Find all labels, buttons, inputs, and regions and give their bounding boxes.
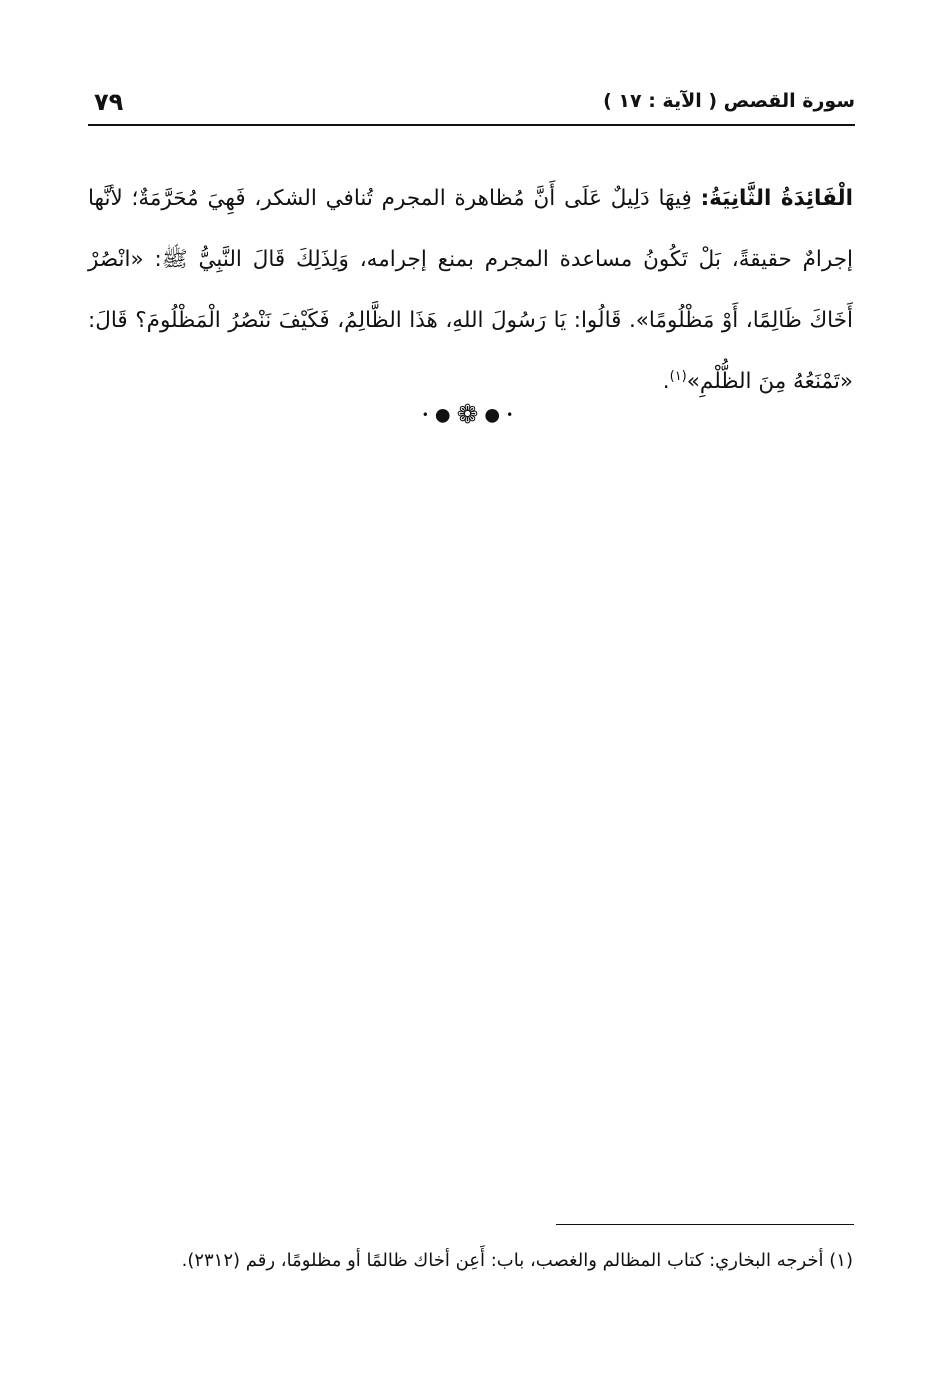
divider-dot-big: ●: [484, 404, 507, 426]
divider-dot-big: ●: [434, 404, 457, 426]
running-header: [88, 90, 855, 126]
footnote-marker: (١): [669, 368, 687, 384]
divider-knot-icon: ❁: [456, 400, 485, 430]
footnote: (١) أخرجه البخاري: كتاب المظالم والغصب، باب: أَعِن أخاك ظالمًا أو مظلومًا، رقم (٢٣١٢).: [181, 1250, 853, 1271]
body-line-3: أَخَاكَ ظَالِمًا، أَوْ مَظْلُومًا». قَالُوا: يَا رَسُولَ اللهِ، هَذَا الظَّالِمُ، فَكَيْفَ نَنْصُرُ الْمَظْلُومَ؟ قَالَ:: [88, 308, 853, 333]
body-line-4-text: «تَمْنَعُهُ مِنَ الظُّلْمِ»: [686, 369, 853, 394]
section-divider-ornament: [0, 400, 941, 430]
body-paragraph: [88, 168, 853, 412]
page-number: ٧٩: [94, 88, 124, 116]
body-line-1: [88, 168, 853, 229]
header-rule: [88, 124, 855, 126]
divider-dot-small: •: [506, 408, 520, 422]
divider-dot-small: •: [421, 408, 435, 422]
body-line-1-text: فِيهَا دَلِيلٌ عَلَى أَنَّ مُظاهرة المجرم تُنافي الشكر، فَهِيَ مُحَرَّمَةٌ؛ لأنَّها: [88, 186, 692, 211]
end-punctuation: .: [662, 369, 670, 394]
surah-title: سورة القصص ( الآية : ١٧ ): [603, 90, 855, 112]
section-heading: الْفَائِدَةُ الثَّانِيَةُ:: [700, 186, 853, 211]
footnote-rule: [556, 1224, 854, 1225]
body-line-2: إجرامٌ حقيقةً، بَلْ تَكُونُ مساعدة المجرم بمنع إجرامه، وَلِذَلِكَ قَالَ النَّبِيُّ ﷺ: «انْصُرْ: [88, 247, 853, 272]
